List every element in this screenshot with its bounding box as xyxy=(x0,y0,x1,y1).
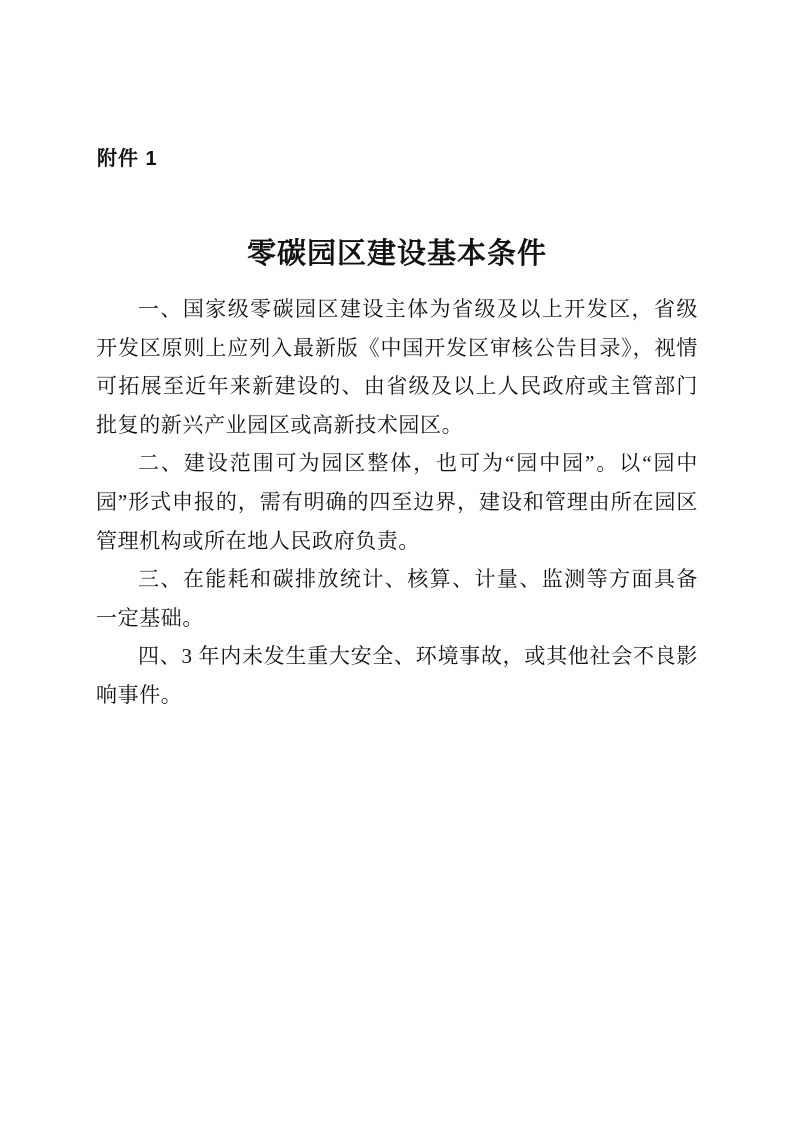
document-title: 零碳园区建设基本条件 xyxy=(246,238,547,271)
paragraph-2: 二、建设范围可为园区整体，也可为“园中园”。以“园中园”形式申报的，需有明确的四至边界，建设和管理由所在园区管理机构或所在地人民政府负责。 xyxy=(96,451,698,553)
paragraph-1: 一、国家级零碳园区建设主体为省级及以上开发区，省级开发区原则上应列入最新版《中国开发区审核公告目录》，视情可拓展至近年来新建设的、由省级及以上人民政府或主管部门批复的新兴产业园区或高新技术园区。 xyxy=(96,297,698,437)
document-body xyxy=(96,290,698,715)
paragraph-4: 四、3 年内未发生重大安全、环境事故，或其他社会不良影响事件。 xyxy=(96,644,698,707)
paragraph-3: 三、在能耗和碳排放统计、核算、计量、监测等方面具备一定基础。 xyxy=(96,567,698,630)
attachment-label: 附件 1 xyxy=(97,148,158,170)
